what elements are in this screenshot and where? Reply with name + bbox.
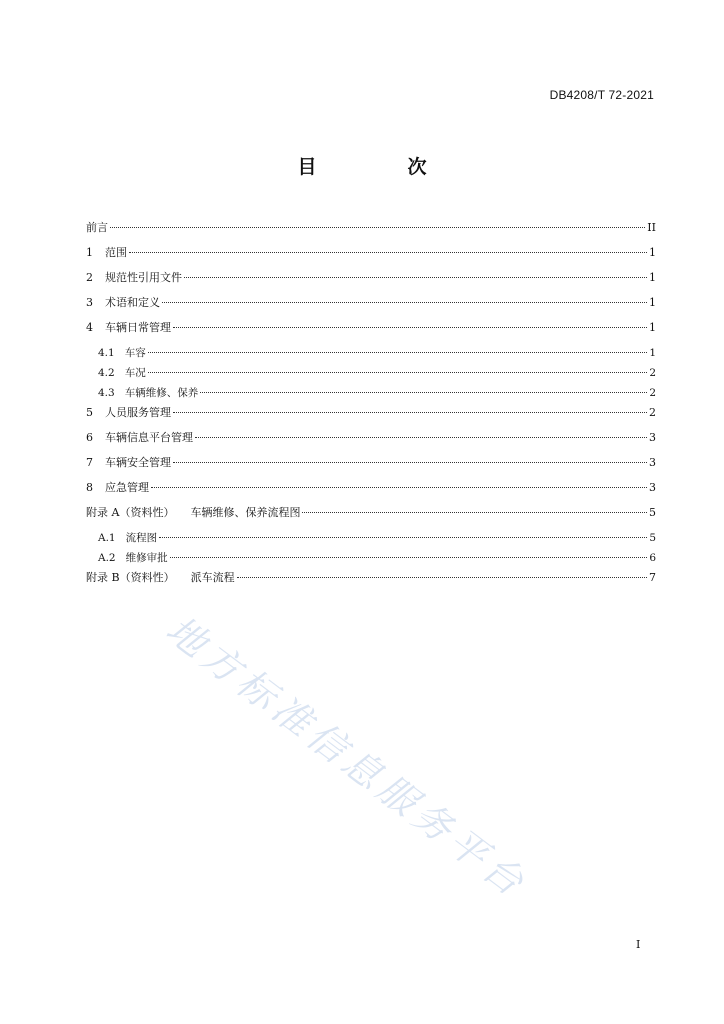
toc-entry[interactable] [86, 453, 656, 478]
toc-entry-page: 1 [649, 246, 656, 259]
toc-entry-label: 车容 [124, 347, 146, 359]
toc-entry-label: 规范性引用文件 [105, 271, 182, 284]
toc-entry-page: 3 [649, 481, 656, 494]
toc-entry-label: 车辆安全管理 [105, 456, 171, 469]
dot-leader [173, 326, 647, 328]
page-title: 目 次 [297, 156, 463, 178]
dot-leader [200, 391, 647, 393]
toc-entry-label: 车辆维修、保养 [124, 387, 199, 399]
toc-entry-label: 维修审批 [125, 552, 168, 564]
toc-entry-page: 2 [649, 406, 656, 419]
toc-entry[interactable] [86, 243, 656, 268]
dot-leader [184, 276, 647, 278]
dot-leader [173, 461, 647, 463]
dot-leader [170, 556, 648, 558]
toc-subentry[interactable] [86, 363, 656, 383]
toc-entry-number: 4.2 [98, 367, 115, 379]
toc-entry-number: 附录 A（资料性） [86, 506, 175, 519]
toc-entry-label: 前言 [86, 221, 108, 234]
toc-entry-page: 5 [649, 506, 656, 519]
document-code: DB4208/T 72-2021 [549, 88, 654, 102]
toc-entry-number: 5 [86, 406, 93, 419]
toc-entry-page: 3 [649, 456, 656, 469]
toc-entry[interactable] [86, 478, 656, 503]
toc-subentry[interactable] [86, 548, 656, 568]
dot-leader [151, 486, 647, 488]
toc-entry-page: 6 [649, 552, 656, 564]
toc-entry-number: 附录 B（资料性） [86, 571, 175, 584]
dot-leader [148, 371, 648, 373]
dot-leader [110, 226, 645, 228]
toc-entry[interactable] [86, 218, 656, 243]
toc-entry-label: 应急管理 [105, 481, 149, 494]
toc-entry-page: 1 [649, 321, 656, 334]
toc-entry-label: 派车流程 [190, 571, 235, 584]
toc-entry-number: A.1 [98, 532, 116, 544]
toc-entry-page: 1 [649, 347, 656, 359]
toc-entry[interactable] [86, 568, 656, 593]
toc-entry-number: 4.3 [98, 387, 115, 399]
toc-entry-number: 3 [86, 296, 93, 309]
toc-entry-number: 4.1 [98, 347, 115, 359]
toc-entry-label: 车况 [124, 367, 146, 379]
toc-entry-page: 1 [649, 296, 656, 309]
dot-leader [159, 536, 647, 538]
dot-leader [195, 436, 647, 438]
toc-entry-page: 5 [649, 532, 656, 544]
toc-entry-label: 流程图 [125, 532, 158, 544]
toc-entry-number: 4 [86, 321, 93, 334]
dot-leader [173, 411, 647, 413]
page-number: I [636, 938, 641, 951]
toc-entry-page: 2 [649, 367, 656, 379]
toc-entry-page: 2 [649, 387, 656, 399]
toc-entry-number: 1 [86, 246, 93, 259]
toc-entry-number: 8 [86, 481, 93, 494]
table-of-contents [86, 218, 656, 593]
dot-leader [148, 351, 648, 353]
dot-leader [129, 251, 647, 253]
dot-leader [162, 301, 647, 303]
toc-entry-label: 术语和定义 [105, 296, 160, 309]
toc-entry[interactable] [86, 503, 656, 528]
watermark-text: 地方标准信息服务平台 [158, 607, 536, 908]
toc-entry-label: 人员服务管理 [105, 406, 171, 419]
toc-entry-label: 车辆日常管理 [105, 321, 171, 334]
toc-subentry[interactable] [86, 528, 656, 548]
toc-subentry[interactable] [86, 343, 656, 363]
dot-leader [302, 511, 647, 513]
toc-entry-page: II [647, 221, 656, 234]
dot-leader [237, 576, 647, 578]
toc-entry[interactable] [86, 293, 656, 318]
toc-entry-number: 2 [86, 271, 93, 284]
toc-entry-page: 3 [649, 431, 656, 444]
toc-entry[interactable] [86, 428, 656, 453]
toc-entry-number: 6 [86, 431, 93, 444]
toc-entry[interactable] [86, 268, 656, 293]
toc-entry-number: 7 [86, 456, 93, 469]
toc-entry-page: 7 [649, 571, 656, 584]
toc-entry[interactable] [86, 318, 656, 343]
toc-entry-label: 范围 [105, 246, 127, 259]
toc-entry-label: 车辆信息平台管理 [105, 431, 193, 444]
toc-entry-label: 车辆维修、保养流程图 [190, 506, 301, 519]
toc-entry[interactable] [86, 403, 656, 428]
toc-subentry[interactable] [86, 383, 656, 403]
toc-entry-page: 1 [649, 271, 656, 284]
toc-entry-number: A.2 [98, 552, 116, 564]
